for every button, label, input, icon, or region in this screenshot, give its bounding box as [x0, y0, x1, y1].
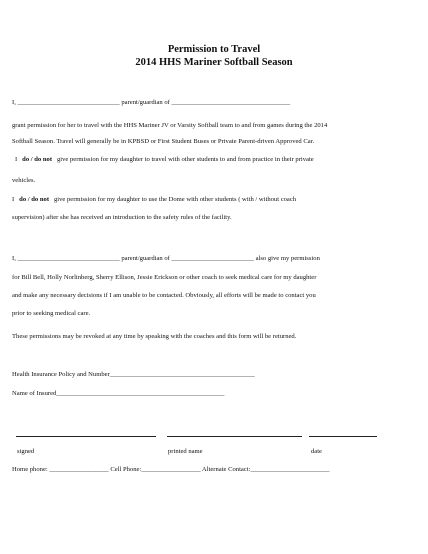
practice-travel-option — [15, 156, 314, 164]
revoke-statement: These permissions may be revoked at any time by speaking with the coaches and this form will be returned. — [12, 333, 297, 340]
option-prefix: I — [15, 156, 18, 163]
date-label: date — [311, 448, 322, 455]
dome-option-cont: supervision) after she has received an introduction to the safety rules of the facility. — [12, 214, 232, 221]
printed-name-label: printed name — [168, 448, 203, 455]
practice-travel-option-cont: vehicles. — [12, 177, 36, 184]
guardian-line-1: I, _______________________________ parent/guardian of ____________________________________ — [12, 99, 291, 106]
form-subtitle: 2014 HHS Mariner Softball Season — [135, 57, 293, 68]
travel-paragraph-line-2: Softball Season. Travel will generally be in KPBSD or First Student Buses or Private Parent-driven Approved Car. — [12, 138, 315, 145]
do-do-not-choice: do / do not — [22, 156, 53, 163]
phone-line: Home phone: __________________ Cell Phone:__________________ Alternate Contact:________________________ — [12, 466, 330, 473]
form-title: Permission to Travel — [167, 44, 261, 55]
date-line — [309, 436, 377, 437]
medical-paragraph-line-1: for Bill Bell, Holly Norlinberg, Sherry Ellison, Jessie Erickson or other coach to seek medical care for my daughter — [12, 274, 317, 281]
medical-paragraph-line-2: and make any necessary decisions if I am unable to be contacted. Obviously, all efforts will be made to contact you — [12, 292, 316, 299]
travel-paragraph-line-1: grant permission for her to travel with the HHS Mariner JV or Varsity Softball team to and from games during the 2014 — [12, 122, 328, 129]
signed-label: signed — [17, 448, 35, 455]
option-text: give permission for my daughter to travel with other students to and from practice in their private — [56, 156, 314, 163]
signed-line — [16, 436, 156, 437]
insured-name-line: Name of Insured___________________________________________________ — [12, 390, 225, 397]
dome-option — [12, 196, 296, 204]
guardian-line-2: I, _______________________________ parent/guardian of _________________________ also give my permission — [12, 255, 320, 262]
printed-name-line — [167, 436, 302, 437]
option-text: give permission for my daughter to use the Dome with other students ( with / without coach — [53, 196, 297, 203]
option-prefix: I — [12, 196, 15, 203]
do-do-not-choice: do / do not — [19, 196, 50, 203]
insurance-policy-line: Health Insurance Policy and Number____________________________________________ — [12, 371, 255, 378]
medical-paragraph-line-3: prior to seeking medical care. — [12, 310, 91, 317]
